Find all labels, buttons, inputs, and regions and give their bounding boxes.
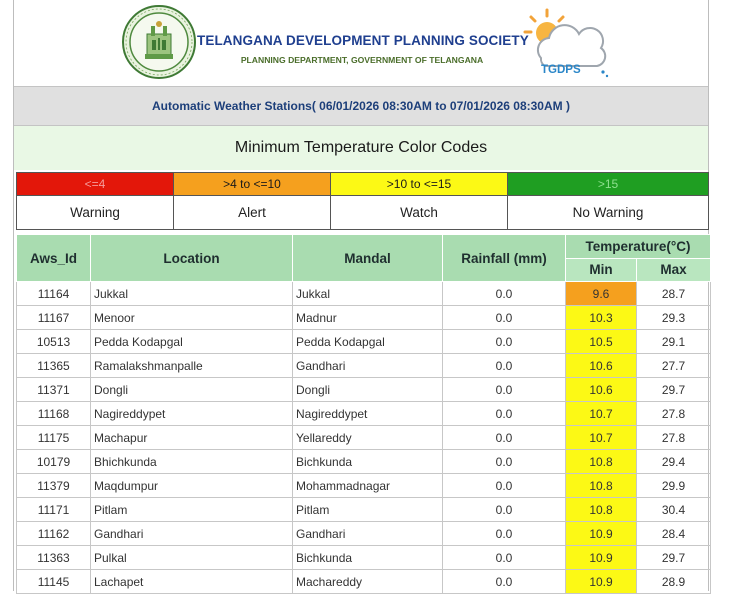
min-temp-cell: 10.7 (566, 402, 637, 426)
rainfall-cell: 0.0 (443, 522, 566, 546)
location-cell: Ramalakshmanpalle (91, 354, 293, 378)
telangana-emblem-icon (121, 4, 197, 80)
min-temp-cell: 10.8 (566, 450, 637, 474)
table-row (17, 546, 711, 570)
max-temp-cell: 29.7 (637, 546, 711, 570)
min-temp-cell: 10.6 (566, 378, 637, 402)
location-cell: Menoor (91, 306, 293, 330)
rainfall-cell: 0.0 (443, 570, 566, 594)
mandal-cell: Pitlam (293, 498, 443, 522)
max-temp-cell: 29.3 (637, 306, 711, 330)
max-temp-cell: 27.8 (637, 402, 711, 426)
rainfall-cell: 0.0 (443, 282, 566, 306)
mandal-cell: Gandhari (293, 354, 443, 378)
min-temp-cell: 10.3 (566, 306, 637, 330)
max-temp-cell: 28.4 (637, 522, 711, 546)
legend-label-alert: Alert (174, 196, 331, 230)
legend-range-watch: >10 to <=15 (331, 173, 508, 196)
location-cell: Gandhari (91, 522, 293, 546)
max-temp-cell: 28.7 (637, 282, 711, 306)
aws-id-cell: 11175 (17, 426, 91, 450)
org-subtitle: PLANNING DEPARTMENT, GOVERNMENT OF TELANGANA (240, 55, 484, 65)
legend-range-alert: >4 to <=10 (174, 173, 331, 196)
rainfall-cell: 0.0 (443, 426, 566, 450)
table-row (17, 498, 711, 522)
table-row (17, 306, 711, 330)
min-temp-cell: 10.7 (566, 426, 637, 450)
mandal-cell: Bichkunda (293, 450, 443, 474)
header-rainfall: Rainfall (mm) (443, 235, 566, 282)
max-temp-cell: 30.4 (637, 498, 711, 522)
mandal-cell: Madnur (293, 306, 443, 330)
table-row (17, 474, 711, 498)
aws-id-cell: 11167 (17, 306, 91, 330)
location-cell: Pitlam (91, 498, 293, 522)
aws-id-cell: 11171 (17, 498, 91, 522)
mandal-cell: Jukkal (293, 282, 443, 306)
legend-label-no-warning: No Warning (508, 196, 709, 230)
rainfall-cell: 0.0 (443, 402, 566, 426)
rainfall-cell: 0.0 (443, 474, 566, 498)
min-temp-cell: 9.6 (566, 282, 637, 306)
location-cell: Bhichkunda (91, 450, 293, 474)
max-temp-cell: 28.9 (637, 570, 711, 594)
header-temperature: Temperature(°C) (566, 235, 711, 259)
min-temp-cell: 10.9 (566, 522, 637, 546)
aws-id-cell: 11371 (17, 378, 91, 402)
max-temp-cell: 29.1 (637, 330, 711, 354)
page-frame (13, 0, 709, 591)
aws-period-banner: Automatic Weather Stations( 06/01/2026 08:30AM to 07/01/2026 08:30AM ) (14, 86, 708, 126)
mandal-cell: Pedda Kodapgal (293, 330, 443, 354)
location-cell: Jukkal (91, 282, 293, 306)
mandal-cell: Nagireddypet (293, 402, 443, 426)
header-mandal: Mandal (293, 235, 443, 282)
table-row (17, 354, 711, 378)
rainfall-cell: 0.0 (443, 306, 566, 330)
mandal-cell: Dongli (293, 378, 443, 402)
location-cell: Dongli (91, 378, 293, 402)
legend-label-warning: Warning (17, 196, 174, 230)
mandal-cell: Yellareddy (293, 426, 443, 450)
table-row (17, 282, 711, 306)
min-temp-cell: 10.8 (566, 474, 637, 498)
header-aws-id: Aws_Id (17, 235, 91, 282)
header-max: Max (637, 258, 711, 282)
weather-data-table (16, 234, 711, 594)
table-row (17, 378, 711, 402)
max-temp-cell: 27.8 (637, 426, 711, 450)
aws-id-cell: 11379 (17, 474, 91, 498)
mandal-cell: Gandhari (293, 522, 443, 546)
header-min: Min (566, 258, 637, 282)
min-temp-cell: 10.9 (566, 570, 637, 594)
aws-id-cell: 11145 (17, 570, 91, 594)
legend-range-warning: <=4 (17, 173, 174, 196)
aws-id-cell: 11164 (17, 282, 91, 306)
legend-label-row (17, 196, 709, 230)
aws-id-cell: 11168 (17, 402, 91, 426)
max-temp-cell: 27.7 (637, 354, 711, 378)
min-temp-cell: 10.8 (566, 498, 637, 522)
legend-range-row (17, 173, 709, 196)
legend-label-watch: Watch (331, 196, 508, 230)
min-temp-cell: 10.9 (566, 546, 637, 570)
location-cell: Machapur (91, 426, 293, 450)
table-row (17, 426, 711, 450)
mandal-cell: Machareddy (293, 570, 443, 594)
legend-range-no-warning: >15 (508, 173, 709, 196)
rainfall-cell: 0.0 (443, 450, 566, 474)
table-row (17, 402, 711, 426)
rainfall-cell: 0.0 (443, 354, 566, 378)
mandal-cell: Bichkunda (293, 546, 443, 570)
mandal-cell: Mohammadnagar (293, 474, 443, 498)
aws-id-cell: 11363 (17, 546, 91, 570)
table-row (17, 450, 711, 474)
location-cell: Pedda Kodapgal (91, 330, 293, 354)
rainfall-cell: 0.0 (443, 546, 566, 570)
aws-id-cell: 11162 (17, 522, 91, 546)
color-code-legend (16, 172, 709, 230)
location-cell: Lachapet (91, 570, 293, 594)
rainfall-cell: 0.0 (443, 330, 566, 354)
max-temp-cell: 29.9 (637, 474, 711, 498)
location-cell: Nagireddypet (91, 402, 293, 426)
min-temp-cell: 10.6 (566, 354, 637, 378)
max-temp-cell: 29.4 (637, 450, 711, 474)
tgdps-logo-text: TGDPS (541, 64, 581, 76)
rainfall-cell: 0.0 (443, 378, 566, 402)
location-cell: Pulkal (91, 546, 293, 570)
aws-id-cell: 11365 (17, 354, 91, 378)
rainfall-cell: 0.0 (443, 498, 566, 522)
location-cell: Maqdumpur (91, 474, 293, 498)
table-row (17, 330, 711, 354)
max-temp-cell: 29.7 (637, 378, 711, 402)
table-body (17, 282, 711, 594)
min-temp-cell: 10.5 (566, 330, 637, 354)
org-title: TELANGANA DEVELOPMENT PLANNING SOCIETY (197, 33, 529, 48)
aws-id-cell: 10513 (17, 330, 91, 354)
table-row (17, 522, 711, 546)
header-location: Location (91, 235, 293, 282)
aws-id-cell: 10179 (17, 450, 91, 474)
table-row (17, 570, 711, 594)
site-header (14, 0, 708, 86)
color-codes-title: Minimum Temperature Color Codes (14, 126, 708, 170)
